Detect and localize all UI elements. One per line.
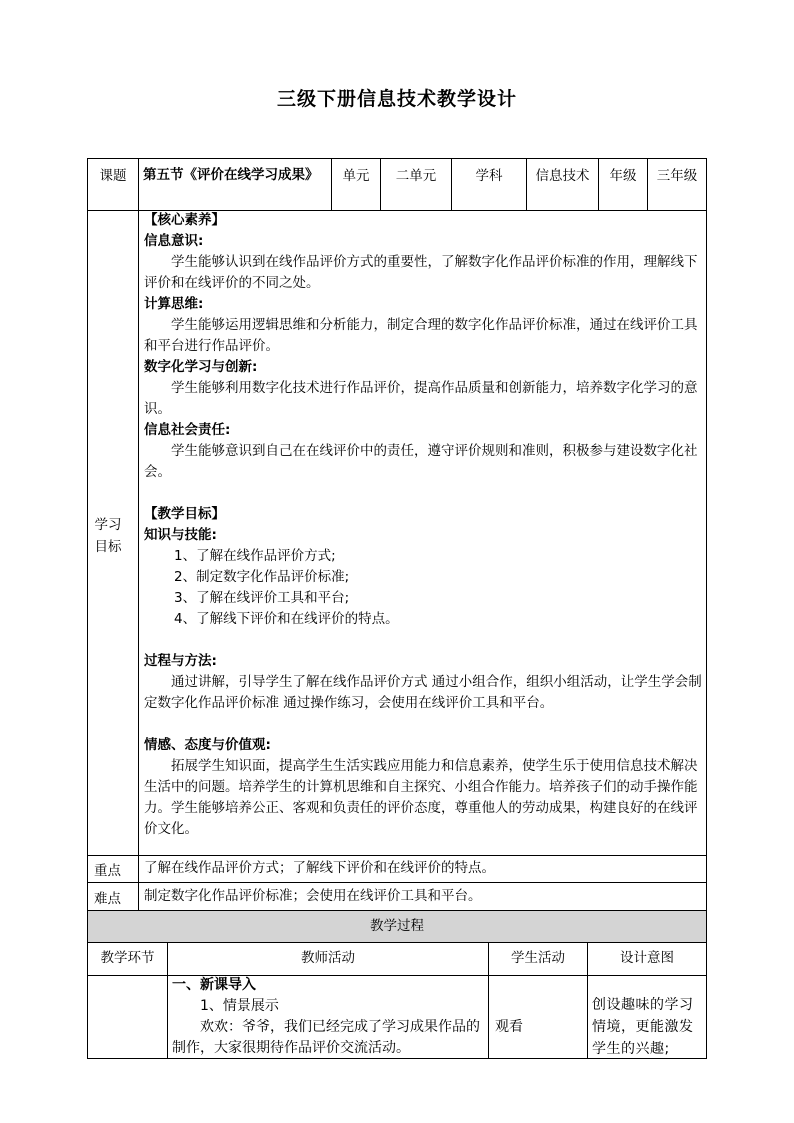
difficulty-label: 难点 [94,891,121,907]
knowledge-item-4: 4、了解线下评价和在线评价的特点。 [174,611,399,627]
knowledge-title: 知识与技能: [144,527,217,543]
rule-top [87,158,707,159]
key-point-label: 重点 [94,863,121,879]
responsibility-text: 学生能够意识到自己在在线评价中的责任，遵守评价规则和准则，积极参与建设数字化社会。 [144,443,698,480]
subject-label: 学科 [475,168,503,184]
rule-process-title-bottom [87,942,707,943]
student-activity: 观看 [495,1019,523,1035]
goals-label-line2: 目标 [94,539,122,555]
rule-goals-bottom [87,855,707,856]
emotion-text: 拓展学生知识面，提高学生生活实践应用能力和信息素养，使学生乐于使用信息技术解决生活中的问题。培养学生的计算机思维和自主探究、小组合作能力。培养孩子们的动手操作能力。学生能够培养公正、客观和负责任的评价态度，尊重他人的劳动成果，构建良好的在线评价文化。 [144,758,698,837]
teaching-goals-heading: 【教学目标】 [144,506,225,522]
digital-text: 学生能够利用数字化技术进行作品评价，提高作品质量和创新能力，培养数字化学习的意识。 [144,380,698,417]
topic-label: 课题 [99,168,127,184]
unit-value: 二单元 [395,168,437,184]
teacher-activity-text: 欢欢：爷爷，我们已经完成了学习成果作品的制作，大家很期待作品评价交流活动。 [172,1019,480,1056]
computational-title: 计算思维: [144,296,204,312]
subject-value: 信息技术 [535,168,590,184]
rule-keypoint-bottom [87,882,707,883]
rule-v-label-col [138,210,139,910]
goals-label-line1: 学习 [94,517,122,533]
responsibility-title: 信息社会责任: [144,422,231,438]
column-header-student: 学生活动 [511,950,565,966]
emotion-title: 情感、态度与价值观: [144,737,271,753]
rule-v-hdr-1 [138,158,139,210]
topic-value: 第五节《评价在线学习成果》 [143,167,319,183]
teacher-activity-sub: 1、情景展示 [200,998,279,1014]
unit-label: 单元 [342,168,370,184]
teacher-activity-heading: 一、新课导入 [172,977,256,993]
goals-label [88,514,128,558]
process-title: 过程与方法: [144,653,217,669]
document-title: 三级下册信息技术教学设计 [276,88,517,110]
info-awareness-title: 信息意识: [144,233,204,249]
rule-right [706,158,707,1059]
knowledge-item-1: 1、了解在线作品评价方式; [174,548,336,564]
grade-value: 三年级 [656,168,698,184]
column-header-intent: 设计意图 [620,950,674,966]
grade-label: 年级 [609,168,637,184]
knowledge-item-3: 3、了解在线评价工具和平台; [174,590,350,606]
process-section-title: 教学过程 [88,911,706,942]
computational-text: 学生能够运用逻辑思维和分析能力，制定合理的数字化作品评价标准，通过在线评价工具和平台进行作品评价。 [144,317,698,354]
info-awareness-text: 学生能够认识到在线作品评价方式的重要性，了解数字化作品评价标准的作用，理解线下评价和在线评价的不同之处。 [144,254,698,291]
column-header-stage: 教学环节 [100,950,155,966]
knowledge-item-2: 2、制定数字化作品评价标准; [174,569,350,585]
column-header-teacher: 教师活动 [301,950,355,966]
goals-content [144,210,702,840]
key-point-text: 了解在线作品评价方式；了解线下评价和在线评价的特点。 [144,860,495,876]
core-literacy-heading: 【核心素养】 [144,212,225,228]
teacher-activity [172,975,484,1059]
digital-title: 数字化学习与创新: [144,359,258,375]
difficulty-text: 制定数字化作品评价标准；会使用在线评价工具和平台。 [144,888,482,904]
design-intent: 创设趣味的学习情境，更能激发学生的兴趣; [592,997,694,1057]
process-text: 通过讲解，引导学生了解在线作品评价方式 通过小组合作，组织小组活动，让学生学会制定数字化作品评价标准 通过操作练习，会使用在线评价工具和平台。 [144,674,702,711]
